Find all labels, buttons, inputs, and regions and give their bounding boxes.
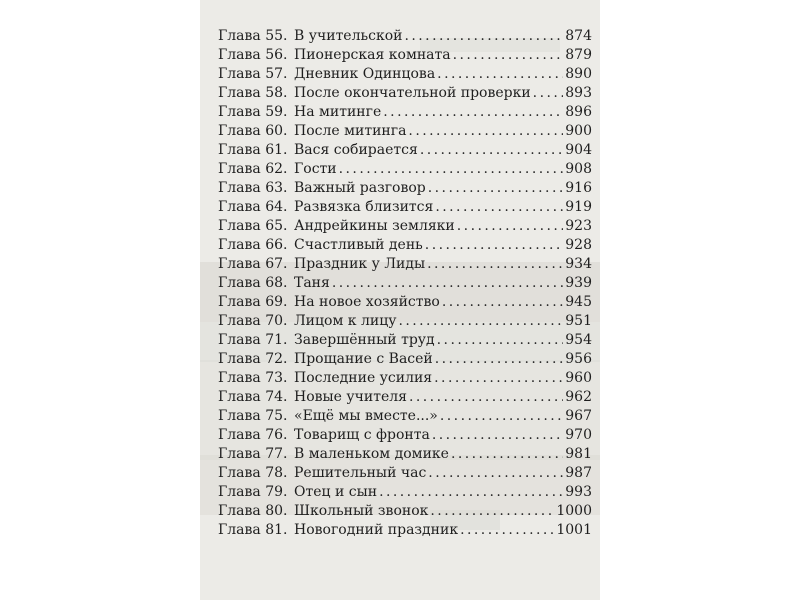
chapter-title: В маленьком домике xyxy=(294,446,449,462)
chapter-title: На новое хозяйство xyxy=(294,294,440,310)
table-of-contents xyxy=(218,27,592,540)
chapter-label: Глава 66. xyxy=(218,237,288,253)
page-number: 993 xyxy=(565,484,592,500)
dot-leader xyxy=(339,160,564,179)
dot-leader xyxy=(425,236,563,255)
dot-leader xyxy=(379,483,563,502)
dot-leader xyxy=(408,122,563,141)
chapter-title: Таня xyxy=(294,275,330,291)
dot-leader xyxy=(437,331,564,350)
chapter-title: Праздник у Лиды xyxy=(294,256,426,272)
dot-leader xyxy=(440,407,563,426)
dot-leader xyxy=(533,84,564,103)
toc-entry xyxy=(218,122,592,141)
toc-entry xyxy=(218,388,592,407)
dot-leader xyxy=(332,274,563,293)
chapter-title: Последние усилия xyxy=(294,370,433,386)
dot-leader xyxy=(427,255,563,274)
chapter-label: Глава 77. xyxy=(218,446,288,462)
chapter-label: Глава 78. xyxy=(218,465,288,481)
page-number: 956 xyxy=(565,351,592,367)
dot-leader xyxy=(435,198,563,217)
chapter-label: Глава 62. xyxy=(218,161,288,177)
page-number: 896 xyxy=(565,104,592,120)
chapter-label: Глава 61. xyxy=(218,142,288,158)
chapter-label: Глава 75. xyxy=(218,408,288,424)
chapter-label: Глава 56. xyxy=(218,47,288,63)
toc-entry xyxy=(218,350,592,369)
chapter-label: Глава 71. xyxy=(218,332,288,348)
page-number: 967 xyxy=(565,408,592,424)
chapter-title: После окончательной проверки xyxy=(294,85,531,101)
chapter-label: Глава 65. xyxy=(218,218,288,234)
page-number: 904 xyxy=(565,142,592,158)
chapter-label: Глава 60. xyxy=(218,123,288,139)
chapter-label: Глава 58. xyxy=(218,85,288,101)
page-number: 916 xyxy=(565,180,592,196)
chapter-title: Гости xyxy=(294,161,337,177)
toc-entry xyxy=(218,502,592,521)
dot-leader xyxy=(383,103,563,122)
page-number: 951 xyxy=(565,313,592,329)
chapter-title: Решительный час xyxy=(294,465,427,481)
page-number: 970 xyxy=(565,427,592,443)
dot-leader xyxy=(430,502,554,521)
dot-leader xyxy=(460,521,554,540)
dot-leader xyxy=(428,464,563,483)
page-number: 874 xyxy=(565,28,592,44)
chapter-label: Глава 80. xyxy=(218,503,288,519)
dot-leader xyxy=(434,369,563,388)
chapter-label: Глава 55. xyxy=(218,28,288,44)
page-number: 879 xyxy=(565,47,592,63)
chapter-title: Вася собирается xyxy=(294,142,418,158)
toc-entry xyxy=(218,141,592,160)
page-number: 960 xyxy=(565,370,592,386)
toc-entry xyxy=(218,464,592,483)
dot-leader xyxy=(435,350,564,369)
page-number: 987 xyxy=(565,465,592,481)
chapter-title: После митинга xyxy=(294,123,407,139)
toc-entry xyxy=(218,236,592,255)
chapter-title: Важный разговор xyxy=(294,180,426,196)
chapter-title: «Ещё мы вместе...» xyxy=(294,408,438,424)
chapter-title: Новогодний праздник xyxy=(294,522,459,538)
dot-leader xyxy=(432,426,563,445)
toc-entry xyxy=(218,274,592,293)
chapter-title: Завершённый труд xyxy=(294,332,435,348)
dot-leader xyxy=(451,445,563,464)
page-number: 934 xyxy=(565,256,592,272)
toc-entry xyxy=(218,426,592,445)
toc-entry xyxy=(218,255,592,274)
toc-entry xyxy=(218,198,592,217)
chapter-title: Пионерская комната xyxy=(294,47,451,63)
chapter-title: На митинге xyxy=(294,104,382,120)
page-number: 919 xyxy=(565,199,592,215)
toc-entry xyxy=(218,312,592,331)
chapter-title: Прощание с Васей xyxy=(294,351,433,367)
chapter-label: Глава 69. xyxy=(218,294,288,310)
toc-entry xyxy=(218,217,592,236)
toc-entry xyxy=(218,445,592,464)
chapter-label: Глава 73. xyxy=(218,370,288,386)
chapter-label: Глава 70. xyxy=(218,313,288,329)
page-number: 893 xyxy=(565,85,592,101)
chapter-label: Глава 59. xyxy=(218,104,288,120)
chapter-label: Глава 68. xyxy=(218,275,288,291)
chapter-title: В учительской xyxy=(294,28,403,44)
toc-entry xyxy=(218,407,592,426)
toc-entry xyxy=(218,369,592,388)
toc-entry xyxy=(218,84,592,103)
chapter-label: Глава 67. xyxy=(218,256,288,272)
chapter-title: Школьный звонок xyxy=(294,503,429,519)
dot-leader xyxy=(409,388,563,407)
chapter-label: Глава 63. xyxy=(218,180,288,196)
dot-leader xyxy=(437,65,563,84)
chapter-title: Развязка близится xyxy=(294,199,434,215)
page-number: 981 xyxy=(565,446,592,462)
page-number: 900 xyxy=(565,123,592,139)
page-number: 928 xyxy=(565,237,592,253)
chapter-label: Глава 81. xyxy=(218,522,288,538)
page-number: 954 xyxy=(565,332,592,348)
chapter-label: Глава 57. xyxy=(218,66,288,82)
toc-entry xyxy=(218,179,592,198)
page-number: 890 xyxy=(565,66,592,82)
toc-entry xyxy=(218,483,592,502)
chapter-title: Лицом к лицу xyxy=(294,313,397,329)
page-number: 1001 xyxy=(556,522,592,538)
toc-entry xyxy=(218,331,592,350)
dot-leader xyxy=(420,141,563,160)
dot-leader xyxy=(453,46,564,65)
page-number: 908 xyxy=(565,161,592,177)
chapter-label: Глава 79. xyxy=(218,484,288,500)
chapter-title: Товарищ с фронта xyxy=(294,427,430,443)
page-number: 945 xyxy=(565,294,592,310)
dot-leader xyxy=(442,293,563,312)
toc-entry xyxy=(218,65,592,84)
chapter-label: Глава 64. xyxy=(218,199,288,215)
chapter-title: Счастливый день xyxy=(294,237,423,253)
dot-leader xyxy=(457,217,564,236)
toc-entry xyxy=(218,46,592,65)
page-number: 939 xyxy=(565,275,592,291)
page-number: 1000 xyxy=(556,503,592,519)
page-number: 962 xyxy=(565,389,592,405)
dot-leader xyxy=(404,27,563,46)
toc-entry xyxy=(218,521,592,540)
toc-entry xyxy=(218,160,592,179)
chapter-title: Отец и сын xyxy=(294,484,378,500)
chapter-label: Глава 76. xyxy=(218,427,288,443)
toc-entry xyxy=(218,103,592,122)
toc-entry xyxy=(218,27,592,46)
chapter-title: Андрейкины земляки xyxy=(294,218,455,234)
chapter-label: Глава 72. xyxy=(218,351,288,367)
chapter-label: Глава 74. xyxy=(218,389,288,405)
toc-entry xyxy=(218,293,592,312)
dot-leader xyxy=(398,312,563,331)
dot-leader xyxy=(428,179,564,198)
page-number: 923 xyxy=(565,218,592,234)
chapter-title: Новые учителя xyxy=(294,389,407,405)
chapter-title: Дневник Одинцова xyxy=(294,66,436,82)
